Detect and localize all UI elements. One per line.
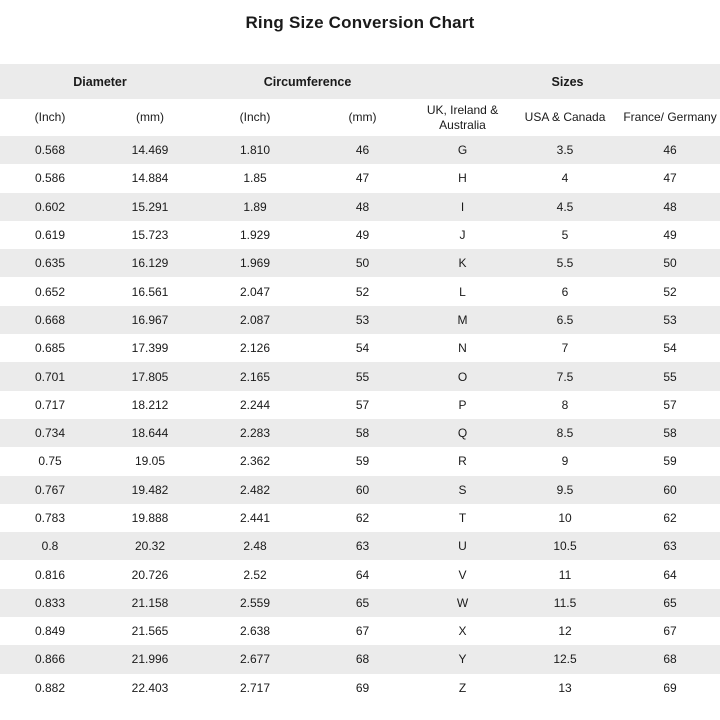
column-header: France/ Germany xyxy=(620,99,720,136)
table-cell: 19.05 xyxy=(134,454,166,469)
table-cell: H xyxy=(458,171,467,186)
column-group-header: Sizes xyxy=(415,64,720,99)
table-cell: Z xyxy=(458,680,467,695)
table-cell: 18.212 xyxy=(131,397,169,412)
table-cell: 6.5 xyxy=(556,312,574,327)
table-cell: 0.816 xyxy=(34,567,66,582)
table-cell: 2.087 xyxy=(239,312,271,327)
table-cell: 63 xyxy=(355,539,370,554)
table-cell: 9.5 xyxy=(556,482,574,497)
table-cell: T xyxy=(458,511,467,525)
table-cell: 49 xyxy=(663,228,677,243)
table-cell: 8.5 xyxy=(556,426,574,441)
table-cell: 15.723 xyxy=(131,228,169,243)
table-cell: 21.158 xyxy=(131,595,169,610)
table-cell: 55 xyxy=(355,369,370,384)
table-cell: 12 xyxy=(558,624,572,639)
column-header-row xyxy=(0,99,720,136)
column-group-header: Circumference xyxy=(200,64,415,99)
table-cell: 0.734 xyxy=(34,426,66,441)
table-row xyxy=(0,334,720,362)
table-cell: J xyxy=(459,228,466,243)
column-header: (Inch) xyxy=(200,99,310,136)
table-cell: 16.967 xyxy=(131,312,169,327)
table-cell: 12.5 xyxy=(553,652,577,667)
column-header: UK, Ireland & Australia xyxy=(415,99,510,136)
table-cell: 5 xyxy=(561,228,569,243)
table-row xyxy=(0,193,720,221)
table-cell: 2.244 xyxy=(239,397,271,412)
table-cell: 2.126 xyxy=(239,341,271,356)
table-row xyxy=(0,164,720,192)
table-cell: 63 xyxy=(663,539,677,554)
table-row xyxy=(0,532,720,560)
table-cell: 2.48 xyxy=(243,539,267,554)
table-cell: 69 xyxy=(663,680,677,695)
table-cell: L xyxy=(459,284,466,299)
table-cell: 1.810 xyxy=(239,143,271,158)
table-cell: K xyxy=(458,256,467,271)
table-cell: 2.677 xyxy=(239,652,271,667)
table-row xyxy=(0,249,720,277)
column-group-row xyxy=(0,64,720,99)
table-cell: 0.8 xyxy=(41,539,59,554)
table-cell: 16.129 xyxy=(131,256,169,271)
column-header: (mm) xyxy=(310,99,415,136)
table-cell: 20.32 xyxy=(134,539,166,554)
table-cell: 49 xyxy=(355,228,370,243)
table-cell: 0.652 xyxy=(34,284,66,299)
table-row xyxy=(0,362,720,390)
table-cell: I xyxy=(460,199,465,214)
table-cell: 48 xyxy=(355,199,370,214)
table-cell: 2.717 xyxy=(239,680,271,695)
table-cell: 62 xyxy=(663,511,677,525)
column-group-header: Diameter xyxy=(0,64,200,99)
table-cell: 21.996 xyxy=(131,652,169,667)
table-cell: 0.849 xyxy=(34,624,66,639)
table-cell: 57 xyxy=(355,397,370,412)
table-cell: 19.888 xyxy=(131,511,169,525)
table-cell: 0.685 xyxy=(34,341,66,356)
table-cell: S xyxy=(458,482,467,497)
table-cell: 2.283 xyxy=(239,426,271,441)
table-cell: 0.701 xyxy=(34,369,66,384)
table-cell: 22.403 xyxy=(131,680,169,695)
table-cell: 62 xyxy=(355,511,370,525)
table-cell: G xyxy=(457,143,468,158)
table-cell: 2.165 xyxy=(239,369,271,384)
table-row xyxy=(0,306,720,334)
table-cell: 14.884 xyxy=(131,171,169,186)
table-row xyxy=(0,221,720,249)
table-cell: 68 xyxy=(663,652,677,667)
table-cell: 60 xyxy=(663,482,677,497)
table-row xyxy=(0,277,720,305)
table-cell: 0.586 xyxy=(34,171,66,186)
table-row xyxy=(0,674,720,702)
table-cell: 9 xyxy=(561,454,569,469)
table-cell: 15.291 xyxy=(131,199,169,214)
table-cell: W xyxy=(456,595,469,610)
table-cell: 2.559 xyxy=(239,595,271,610)
table-cell: 47 xyxy=(663,171,677,186)
table-row xyxy=(0,589,720,617)
table-row xyxy=(0,391,720,419)
table-body xyxy=(0,136,720,702)
table-cell: Q xyxy=(457,426,468,441)
table-cell: 2.52 xyxy=(243,567,267,582)
table-cell: 46 xyxy=(663,143,677,158)
table-cell: 8 xyxy=(561,397,569,412)
table-cell: 2.441 xyxy=(239,511,271,525)
table-cell: V xyxy=(458,567,467,582)
table-cell: 2.482 xyxy=(239,482,271,497)
table-cell: 64 xyxy=(355,567,370,582)
table-cell: 50 xyxy=(663,256,677,271)
table-header xyxy=(0,64,720,136)
table-cell: 64 xyxy=(663,567,677,582)
table-cell: 11.5 xyxy=(553,595,577,610)
table-row xyxy=(0,419,720,447)
table-cell: 0.783 xyxy=(34,511,66,525)
table-cell: 69 xyxy=(355,680,370,695)
table-cell: 54 xyxy=(355,341,370,356)
table-cell: 58 xyxy=(355,426,370,441)
table-cell: 67 xyxy=(355,624,370,639)
column-header: USA & Canada xyxy=(510,99,620,136)
table-cell: 0.767 xyxy=(34,482,66,497)
table-cell: O xyxy=(457,369,468,384)
table-cell: X xyxy=(458,624,467,639)
table-cell: 0.833 xyxy=(34,595,66,610)
table-cell: 65 xyxy=(355,595,370,610)
table-cell: 18.644 xyxy=(131,426,169,441)
table-cell: 2.047 xyxy=(239,284,271,299)
table-row xyxy=(0,476,720,504)
table-cell: 54 xyxy=(663,341,677,356)
page-title: Ring Size Conversion Chart xyxy=(245,13,475,32)
table-row xyxy=(0,136,720,164)
table-cell: 60 xyxy=(355,482,370,497)
table-cell: 0.568 xyxy=(34,143,66,158)
table-cell: 47 xyxy=(355,171,370,186)
table-cell: 46 xyxy=(355,143,370,158)
table-cell: 0.882 xyxy=(34,680,66,695)
table-cell: P xyxy=(458,397,467,412)
table-cell: 13 xyxy=(558,680,572,695)
table-cell: 5.5 xyxy=(556,256,574,271)
table-row xyxy=(0,447,720,475)
table-cell: 1.929 xyxy=(239,228,271,243)
table-cell: 57 xyxy=(663,397,677,412)
table-cell: 4.5 xyxy=(556,199,574,214)
table-cell: 11 xyxy=(558,567,572,582)
table-cell: 16.561 xyxy=(131,284,169,299)
table-cell: 0.668 xyxy=(34,312,66,327)
table-cell: 10.5 xyxy=(553,539,577,554)
table-cell: 7 xyxy=(561,341,569,356)
table-row xyxy=(0,560,720,588)
table-cell: 3.5 xyxy=(556,143,574,158)
table-cell: 17.399 xyxy=(131,341,169,356)
table-cell: 53 xyxy=(663,312,677,327)
table-cell: 67 xyxy=(663,624,677,639)
table-cell: 1.89 xyxy=(243,199,267,214)
table-cell: 6 xyxy=(561,284,569,299)
table-cell: 55 xyxy=(663,369,677,384)
table-cell: R xyxy=(458,454,467,469)
table-cell: M xyxy=(457,312,468,327)
table-cell: 58 xyxy=(663,426,677,441)
column-header: (Inch) xyxy=(0,99,100,136)
table-cell: Y xyxy=(458,652,467,667)
table-cell: U xyxy=(458,539,467,554)
table-cell: 65 xyxy=(663,595,677,610)
table-cell: 0.619 xyxy=(34,228,66,243)
table-cell: 59 xyxy=(663,454,677,469)
ring-size-conversion-table xyxy=(0,64,720,702)
table-cell: 0.717 xyxy=(34,397,66,412)
table-cell: 59 xyxy=(355,454,370,469)
table-cell: 0.75 xyxy=(38,454,62,469)
table-cell: 53 xyxy=(355,312,370,327)
table-cell: 10 xyxy=(558,511,572,525)
table-cell: 2.362 xyxy=(239,454,271,469)
table-cell: N xyxy=(458,341,467,356)
table-cell: 7.5 xyxy=(556,369,574,384)
table-cell: 2.638 xyxy=(239,624,271,639)
table-cell: 1.85 xyxy=(243,171,267,186)
table-cell: 14.469 xyxy=(131,143,169,158)
table-cell: 48 xyxy=(663,199,677,214)
column-header: (mm) xyxy=(100,99,200,136)
table-cell: 19.482 xyxy=(131,482,169,497)
table-row xyxy=(0,645,720,673)
table-cell: 0.635 xyxy=(34,256,66,271)
table-cell: 21.565 xyxy=(131,624,169,639)
table-cell: 0.602 xyxy=(34,199,66,214)
table-cell: 52 xyxy=(355,284,370,299)
table-cell: 52 xyxy=(663,284,677,299)
table-cell: 0.866 xyxy=(34,652,66,667)
table-cell: 4 xyxy=(561,171,569,186)
table-cell: 17.805 xyxy=(131,369,169,384)
table-cell: 20.726 xyxy=(131,567,169,582)
table-cell: 68 xyxy=(355,652,370,667)
table-row xyxy=(0,504,720,532)
table-cell: 50 xyxy=(355,256,370,271)
table-row xyxy=(0,617,720,645)
table-cell: 1.969 xyxy=(239,256,271,271)
